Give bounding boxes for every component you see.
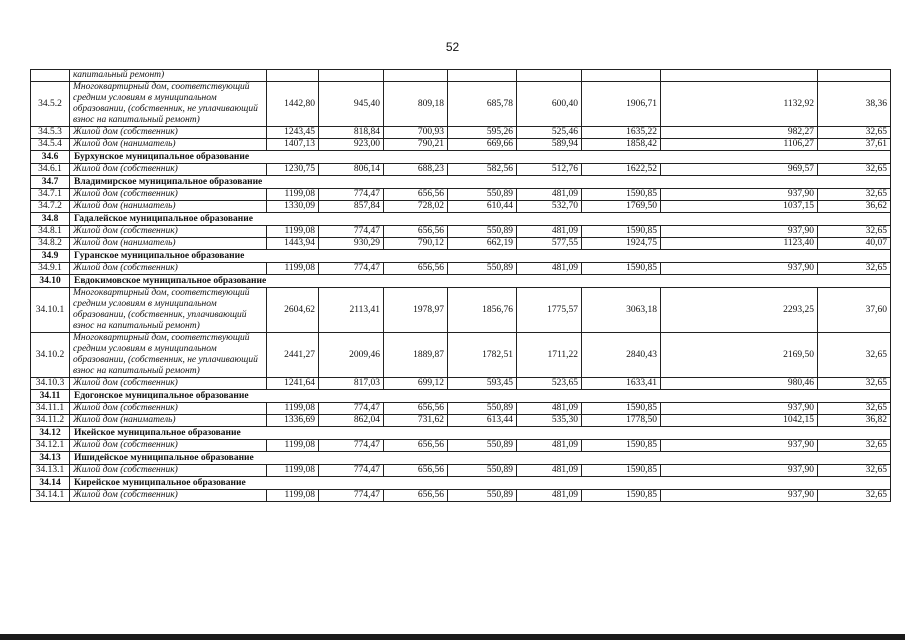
section-row	[31, 275, 891, 288]
section-title: Евдокимовское муниципальное образование	[70, 275, 891, 288]
value-cell	[319, 70, 384, 82]
row-description: Многоквартирный дом, соответствующий средним условиям в муниципальном образовании, (собственник, не уплачивающий взнос на капитальный ремонт)	[70, 333, 267, 378]
value-cell: 577,55	[517, 238, 582, 250]
value-cell: 656,56	[384, 440, 448, 452]
row-description: Жилой дом (наниматель)	[70, 139, 267, 151]
row-description: Жилой дом (собственник)	[70, 164, 267, 176]
value-cell: 481,09	[517, 440, 582, 452]
value-cell: 1590,85	[582, 440, 661, 452]
row-code: 34.9.1	[31, 263, 70, 275]
value-cell: 40,07	[818, 238, 891, 250]
value-cell: 600,40	[517, 82, 582, 127]
value-cell: 1856,76	[448, 288, 517, 333]
value-cell: 1199,08	[267, 465, 319, 477]
row-code: 34.5.2	[31, 82, 70, 127]
section-title: Едогонское муниципальное образование	[70, 390, 891, 403]
section-code: 34.13	[31, 452, 70, 465]
value-cell: 937,90	[661, 440, 818, 452]
section-code: 34.6	[31, 151, 70, 164]
value-cell: 980,46	[661, 378, 818, 390]
value-cell: 2293,25	[661, 288, 818, 333]
value-cell: 1633,41	[582, 378, 661, 390]
row-description: Жилой дом (наниматель)	[70, 415, 267, 427]
value-cell: 32,65	[818, 465, 891, 477]
value-cell: 699,12	[384, 378, 448, 390]
value-cell: 613,44	[448, 415, 517, 427]
table-row	[31, 201, 891, 213]
table-row	[31, 490, 891, 502]
value-cell: 1775,57	[517, 288, 582, 333]
row-description: капитальный ремонт)	[70, 70, 267, 82]
section-title: Кирейское муниципальное образование	[70, 477, 891, 490]
section-row	[31, 477, 891, 490]
value-cell: 731,62	[384, 415, 448, 427]
value-cell: 945,40	[319, 82, 384, 127]
table-row	[31, 263, 891, 275]
value-cell: 688,23	[384, 164, 448, 176]
value-cell: 1889,87	[384, 333, 448, 378]
value-cell: 656,56	[384, 403, 448, 415]
table-row	[31, 127, 891, 139]
value-cell	[448, 70, 517, 82]
value-cell: 937,90	[661, 490, 818, 502]
value-cell: 1336,69	[267, 415, 319, 427]
value-cell: 37,61	[818, 139, 891, 151]
row-code: 34.13.1	[31, 465, 70, 477]
value-cell	[267, 70, 319, 82]
table-row	[31, 465, 891, 477]
value-cell: 982,27	[661, 127, 818, 139]
section-row	[31, 427, 891, 440]
value-cell: 610,44	[448, 201, 517, 213]
value-cell: 656,56	[384, 226, 448, 238]
value-cell: 593,45	[448, 378, 517, 390]
scan-edge	[0, 634, 905, 640]
value-cell: 1590,85	[582, 465, 661, 477]
value-cell: 1243,45	[267, 127, 319, 139]
value-cell: 1635,22	[582, 127, 661, 139]
value-cell: 32,65	[818, 333, 891, 378]
value-cell: 1858,42	[582, 139, 661, 151]
value-cell: 2009,46	[319, 333, 384, 378]
value-cell: 1230,75	[267, 164, 319, 176]
value-cell: 969,57	[661, 164, 818, 176]
value-cell: 774,47	[319, 465, 384, 477]
page-number: 52	[445, 40, 460, 54]
value-cell: 32,65	[818, 378, 891, 390]
value-cell: 1443,94	[267, 238, 319, 250]
tariff-table	[30, 69, 891, 502]
value-cell: 1978,97	[384, 288, 448, 333]
value-cell: 937,90	[661, 189, 818, 201]
value-cell: 525,46	[517, 127, 582, 139]
table-row	[31, 189, 891, 201]
section-title: Икейское муниципальное образование	[70, 427, 891, 440]
value-cell: 818,84	[319, 127, 384, 139]
row-description: Жилой дом (собственник)	[70, 403, 267, 415]
value-cell: 656,56	[384, 263, 448, 275]
value-cell: 550,89	[448, 465, 517, 477]
value-cell: 550,89	[448, 189, 517, 201]
value-cell: 32,65	[818, 263, 891, 275]
section-code: 34.12	[31, 427, 70, 440]
table-body	[31, 70, 891, 502]
table-row	[31, 333, 891, 378]
section-title: Гадалейское муниципальное образование	[70, 213, 891, 226]
value-cell: 774,47	[319, 490, 384, 502]
table-row	[31, 288, 891, 333]
value-cell: 550,89	[448, 263, 517, 275]
row-description: Жилой дом (собственник)	[70, 490, 267, 502]
value-cell: 937,90	[661, 263, 818, 275]
value-cell	[384, 70, 448, 82]
value-cell: 809,18	[384, 82, 448, 127]
row-code: 34.10.3	[31, 378, 70, 390]
value-cell: 923,00	[319, 139, 384, 151]
row-code: 34.8.2	[31, 238, 70, 250]
table-row	[31, 70, 891, 82]
value-cell: 656,56	[384, 189, 448, 201]
row-code: 34.7.1	[31, 189, 70, 201]
value-cell: 481,09	[517, 490, 582, 502]
row-code: 34.11.1	[31, 403, 70, 415]
value-cell: 523,65	[517, 378, 582, 390]
value-cell: 2441,27	[267, 333, 319, 378]
value-cell: 774,47	[319, 226, 384, 238]
row-code: 34.6.1	[31, 164, 70, 176]
value-cell: 32,65	[818, 490, 891, 502]
value-cell: 32,65	[818, 226, 891, 238]
value-cell: 1199,08	[267, 226, 319, 238]
row-code: 34.12.1	[31, 440, 70, 452]
value-cell: 1711,22	[517, 333, 582, 378]
row-code: 34.14.1	[31, 490, 70, 502]
value-cell: 38,36	[818, 82, 891, 127]
value-cell: 32,65	[818, 440, 891, 452]
value-cell: 1906,71	[582, 82, 661, 127]
row-description: Жилой дом (собственник)	[70, 189, 267, 201]
value-cell: 550,89	[448, 403, 517, 415]
value-cell: 2604,62	[267, 288, 319, 333]
value-cell: 1442,80	[267, 82, 319, 127]
value-cell: 857,84	[319, 201, 384, 213]
value-cell: 1199,08	[267, 490, 319, 502]
row-description: Жилой дом (собственник)	[70, 263, 267, 275]
value-cell: 1778,50	[582, 415, 661, 427]
section-code: 34.14	[31, 477, 70, 490]
row-code: 34.5.4	[31, 139, 70, 151]
value-cell	[661, 70, 818, 82]
value-cell: 1782,51	[448, 333, 517, 378]
value-cell: 1042,15	[661, 415, 818, 427]
value-cell: 550,89	[448, 490, 517, 502]
section-title: Владимирское муниципальное образование	[70, 176, 891, 189]
table-row	[31, 139, 891, 151]
table-row	[31, 440, 891, 452]
section-code: 34.7	[31, 176, 70, 189]
value-cell: 1590,85	[582, 403, 661, 415]
value-cell: 1241,64	[267, 378, 319, 390]
row-code: 34.8.1	[31, 226, 70, 238]
section-code: 34.11	[31, 390, 70, 403]
table-row	[31, 226, 891, 238]
row-description: Жилой дом (собственник)	[70, 226, 267, 238]
value-cell: 1924,75	[582, 238, 661, 250]
value-cell: 481,09	[517, 403, 582, 415]
value-cell: 1199,08	[267, 403, 319, 415]
value-cell: 656,56	[384, 490, 448, 502]
section-code: 34.8	[31, 213, 70, 226]
value-cell: 1132,92	[661, 82, 818, 127]
value-cell: 1199,08	[267, 189, 319, 201]
value-cell	[517, 70, 582, 82]
value-cell: 481,09	[517, 263, 582, 275]
value-cell: 481,09	[517, 226, 582, 238]
row-code: 34.7.2	[31, 201, 70, 213]
value-cell: 937,90	[661, 226, 818, 238]
value-cell: 774,47	[319, 403, 384, 415]
value-cell: 1037,15	[661, 201, 818, 213]
value-cell: 700,93	[384, 127, 448, 139]
table-row	[31, 403, 891, 415]
row-code	[31, 70, 70, 82]
section-code: 34.10	[31, 275, 70, 288]
value-cell: 790,21	[384, 139, 448, 151]
table-row	[31, 378, 891, 390]
value-cell: 1590,85	[582, 263, 661, 275]
table-row	[31, 164, 891, 176]
row-description: Жилой дом (собственник)	[70, 440, 267, 452]
value-cell: 662,19	[448, 238, 517, 250]
table-row	[31, 415, 891, 427]
value-cell: 550,89	[448, 440, 517, 452]
section-row	[31, 151, 891, 164]
value-cell: 532,70	[517, 201, 582, 213]
row-description: Жилой дом (собственник)	[70, 465, 267, 477]
value-cell: 1106,27	[661, 139, 818, 151]
row-description: Жилой дом (наниматель)	[70, 201, 267, 213]
row-description: Многоквартирный дом, соответствующий средним условиям в муниципальном образовании, (собственник, не уплачивающий взнос на капитальный ремонт)	[70, 82, 267, 127]
section-code: 34.9	[31, 250, 70, 263]
value-cell: 595,26	[448, 127, 517, 139]
value-cell: 36,62	[818, 201, 891, 213]
value-cell: 1590,85	[582, 189, 661, 201]
value-cell: 32,65	[818, 189, 891, 201]
section-row	[31, 213, 891, 226]
value-cell: 1123,40	[661, 238, 818, 250]
row-code: 34.10.2	[31, 333, 70, 378]
row-description: Жилой дом (наниматель)	[70, 238, 267, 250]
value-cell: 2840,43	[582, 333, 661, 378]
value-cell: 481,09	[517, 465, 582, 477]
value-cell	[582, 70, 661, 82]
section-title: Гуранское муниципальное образование	[70, 250, 891, 263]
section-title: Бурхунское муниципальное образование	[70, 151, 891, 164]
value-cell: 582,56	[448, 164, 517, 176]
row-description: Жилой дом (собственник)	[70, 127, 267, 139]
value-cell: 774,47	[319, 440, 384, 452]
value-cell: 937,90	[661, 403, 818, 415]
value-cell: 1769,50	[582, 201, 661, 213]
value-cell: 1199,08	[267, 440, 319, 452]
value-cell: 512,76	[517, 164, 582, 176]
value-cell: 774,47	[319, 263, 384, 275]
value-cell: 937,90	[661, 465, 818, 477]
value-cell: 774,47	[319, 189, 384, 201]
value-cell: 535,30	[517, 415, 582, 427]
value-cell: 817,03	[319, 378, 384, 390]
row-code: 34.11.2	[31, 415, 70, 427]
row-code: 34.10.1	[31, 288, 70, 333]
value-cell: 656,56	[384, 465, 448, 477]
section-row	[31, 176, 891, 189]
value-cell: 790,12	[384, 238, 448, 250]
row-description: Многоквартирный дом, соответствующий средним условиям в муниципальном образовании, (собственник, уплачивающий взнос на капитальный ремонт)	[70, 288, 267, 333]
value-cell: 32,65	[818, 164, 891, 176]
row-code: 34.5.3	[31, 127, 70, 139]
value-cell: 1407,13	[267, 139, 319, 151]
value-cell: 37,60	[818, 288, 891, 333]
value-cell: 669,66	[448, 139, 517, 151]
value-cell: 32,65	[818, 127, 891, 139]
value-cell: 728,02	[384, 201, 448, 213]
value-cell: 481,09	[517, 189, 582, 201]
value-cell: 32,65	[818, 403, 891, 415]
value-cell: 1330,09	[267, 201, 319, 213]
value-cell: 550,89	[448, 226, 517, 238]
table-row	[31, 238, 891, 250]
value-cell: 806,14	[319, 164, 384, 176]
value-cell: 589,94	[517, 139, 582, 151]
value-cell: 930,29	[319, 238, 384, 250]
value-cell: 1622,52	[582, 164, 661, 176]
value-cell: 36,82	[818, 415, 891, 427]
value-cell: 685,78	[448, 82, 517, 127]
value-cell: 862,04	[319, 415, 384, 427]
section-title: Ишидейское муниципальное образование	[70, 452, 891, 465]
section-row	[31, 250, 891, 263]
value-cell: 2113,41	[319, 288, 384, 333]
section-row	[31, 390, 891, 403]
value-cell: 1590,85	[582, 490, 661, 502]
row-description: Жилой дом (собственник)	[70, 378, 267, 390]
value-cell: 2169,50	[661, 333, 818, 378]
value-cell: 1199,08	[267, 263, 319, 275]
table-row	[31, 82, 891, 127]
value-cell: 1590,85	[582, 226, 661, 238]
value-cell	[818, 70, 891, 82]
value-cell: 3063,18	[582, 288, 661, 333]
section-row	[31, 452, 891, 465]
